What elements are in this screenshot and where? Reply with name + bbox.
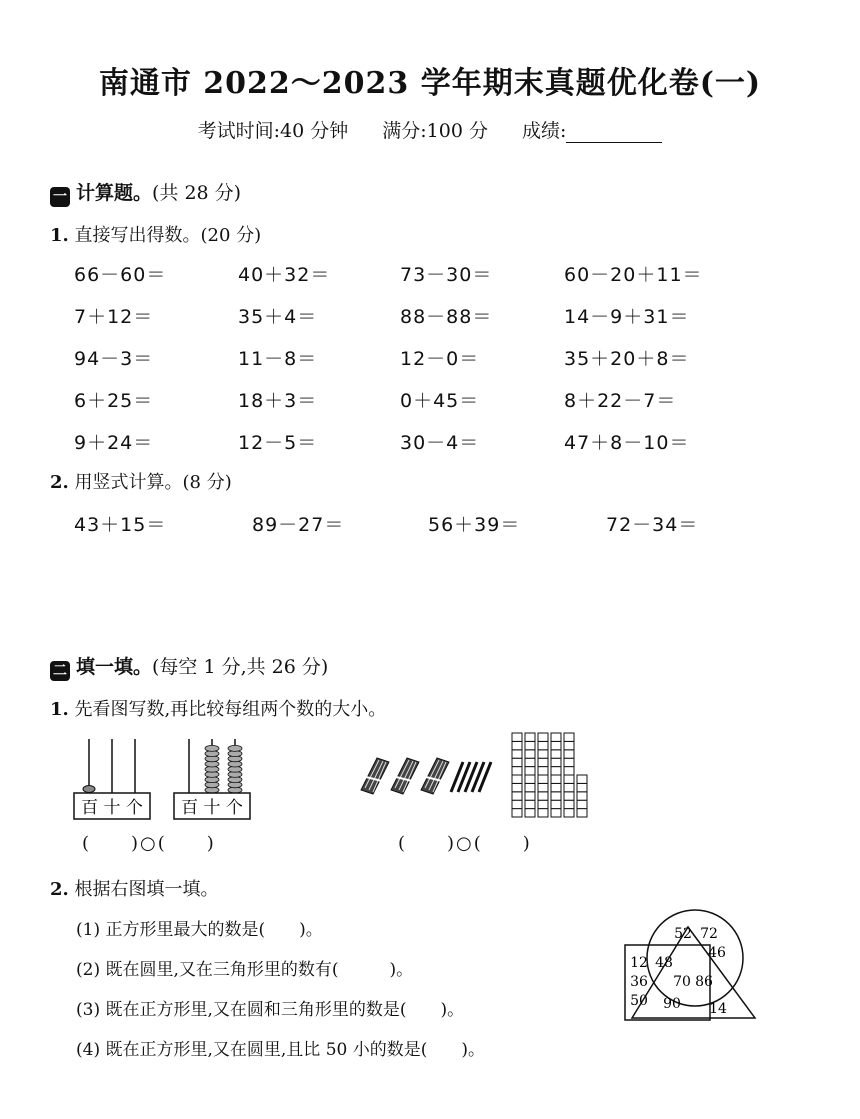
- section-2-title: 填一填。: [76, 656, 153, 678]
- cube: [525, 758, 535, 766]
- abacus-2: [172, 735, 262, 821]
- cube: [525, 809, 535, 817]
- venn-num: 50: [630, 993, 648, 1009]
- abacus-bead: [83, 786, 95, 793]
- s2-q1-text: 先看图写数,再比较每组两个数的大小。: [74, 699, 387, 720]
- cube: [564, 767, 574, 775]
- s2-q2-item-3: (3) 既在正方形里,又在圆和三角形里的数是( )。: [76, 1000, 465, 1020]
- cube: [538, 750, 548, 758]
- s2-q2-text: 根据右图填一填。: [74, 879, 219, 900]
- cube: [525, 733, 535, 741]
- cube: [512, 783, 522, 791]
- s1-q1-text: 直接写出得数。(20 分): [74, 225, 262, 246]
- cube: [512, 767, 522, 775]
- cube: [525, 741, 535, 749]
- cube: [525, 800, 535, 808]
- cube: [551, 800, 561, 808]
- cube: [564, 800, 574, 808]
- venn-num: 48: [655, 955, 673, 971]
- compare-blanks-2[interactable]: ( )○( ): [398, 833, 532, 854]
- cube: [551, 792, 561, 800]
- s2-question-2: [50, 875, 219, 901]
- s2-q2-item-2: (2) 既在圆里,又在三角形里的数有( )。: [76, 960, 414, 980]
- cube: [564, 809, 574, 817]
- cube: [512, 758, 522, 766]
- section-1-badge: 一: [50, 187, 70, 207]
- cube: [564, 775, 574, 783]
- equation: 35＋4＝: [238, 306, 318, 328]
- venn-num: 90: [663, 996, 681, 1012]
- cube: [538, 792, 548, 800]
- cube: [538, 767, 548, 775]
- stick-bundle: [421, 758, 449, 794]
- equation: 6＋25＝: [74, 390, 154, 412]
- equation: 14－9＋31＝: [564, 306, 690, 328]
- cube: [551, 758, 561, 766]
- cube: [512, 792, 522, 800]
- equation: 66－60＝: [74, 264, 167, 286]
- s2-question-1: [50, 695, 386, 721]
- cube: [512, 750, 522, 758]
- venn-num: 12: [630, 955, 648, 971]
- cube: [538, 800, 548, 808]
- equation: 0＋45＝: [400, 390, 480, 412]
- cube: [551, 750, 561, 758]
- cube: [577, 800, 587, 808]
- equation: 60－20＋11＝: [564, 264, 703, 286]
- equation: 35＋20＋8＝: [564, 348, 690, 370]
- abacus-2-label: 百 十 个: [181, 798, 243, 818]
- s1-q1-number: 1.: [50, 225, 69, 246]
- equation: 47＋8－10＝: [564, 432, 690, 454]
- s2-q2-number: 2.: [50, 879, 69, 900]
- s2-q1-number: 1.: [50, 699, 69, 720]
- score-blank[interactable]: [566, 124, 662, 143]
- abacus-1-label: 百 十 个: [81, 798, 143, 818]
- venn-num: 86: [695, 974, 713, 990]
- venn-num: 70: [673, 974, 691, 990]
- equation: 8＋22－7＝: [564, 390, 677, 412]
- equation: 9＋24＝: [74, 432, 154, 454]
- equation: 73－30＝: [400, 264, 493, 286]
- cube: [525, 783, 535, 791]
- abacus-bead: [228, 745, 242, 751]
- stick-bundle: [361, 758, 389, 794]
- cube: [538, 775, 548, 783]
- equation: 40＋32＝: [238, 264, 331, 286]
- s1-q2-text: 用竖式计算。(8 分): [74, 472, 232, 493]
- equation: 94－3＝: [74, 348, 154, 370]
- cube: [564, 733, 574, 741]
- cube: [525, 767, 535, 775]
- cube: [512, 733, 522, 741]
- cube: [577, 809, 587, 817]
- equation: 7＋12＝: [74, 306, 154, 328]
- cube: [577, 783, 587, 791]
- cube: [577, 775, 587, 783]
- equation: 12－0＝: [400, 348, 480, 370]
- cube: [564, 758, 574, 766]
- section-1-heading: [50, 178, 241, 207]
- cube: [525, 775, 535, 783]
- venn-diagram: [620, 905, 760, 1030]
- cube: [538, 809, 548, 817]
- s2-q2-item-1: (1) 正方形里最大的数是( )。: [76, 920, 323, 940]
- venn-num: 72: [700, 926, 718, 942]
- abacus-2-beads: [205, 745, 242, 793]
- full-score: 满分:100 分: [382, 120, 488, 142]
- vertical-calc-1: 43＋15＝: [74, 514, 167, 536]
- cube: [551, 809, 561, 817]
- exam-info: [0, 116, 860, 143]
- vertical-calc-3: 56＋39＝: [428, 514, 521, 536]
- cube: [564, 792, 574, 800]
- abacus-bead: [205, 745, 219, 751]
- vertical-calc-4: 72－34＝: [606, 514, 699, 536]
- equation: 12－5＝: [238, 432, 318, 454]
- cube: [512, 800, 522, 808]
- section-2-points: (每空 1 分,共 26 分): [152, 656, 329, 678]
- cube: [551, 767, 561, 775]
- s1-question-2: [50, 468, 232, 494]
- compare-blanks-1[interactable]: ( )○( ): [82, 833, 216, 854]
- cube: [551, 741, 561, 749]
- equation: 30－4＝: [400, 432, 480, 454]
- s2-q2-item-4: (4) 既在正方形里,又在圆里,且比 50 小的数是( )。: [76, 1040, 485, 1060]
- score-field: [522, 120, 662, 142]
- cube: [512, 809, 522, 817]
- cube: [551, 783, 561, 791]
- equation: 88－88＝: [400, 306, 493, 328]
- exam-time: 考试时间:40 分钟: [197, 120, 349, 142]
- cube: [525, 792, 535, 800]
- cube: [512, 775, 522, 783]
- cube: [551, 733, 561, 741]
- equation: 18＋3＝: [238, 390, 318, 412]
- single-sticks: [451, 762, 491, 792]
- page-title: 南通市 2022～2023 学年期末真题优化卷(一): [98, 66, 762, 101]
- venn-num: 36: [630, 974, 648, 990]
- cube-columns: [510, 731, 600, 821]
- cube: [512, 741, 522, 749]
- cube: [538, 783, 548, 791]
- cube: [577, 792, 587, 800]
- section-1-points: (共 28 分): [152, 182, 242, 204]
- cube: [564, 750, 574, 758]
- cube-grid: [512, 733, 587, 817]
- stick-bundles: [355, 750, 495, 800]
- stick-bundle: [391, 758, 419, 794]
- section-2-badge: 二: [50, 661, 70, 681]
- venn-num: 14: [709, 1001, 727, 1017]
- score-label: 成绩:: [522, 120, 567, 142]
- cube: [525, 750, 535, 758]
- section-1-title: 计算题。: [76, 182, 153, 204]
- s1-question-1: [50, 221, 261, 247]
- vertical-calc-2: 89－27＝: [252, 514, 345, 536]
- s1-q2-number: 2.: [50, 472, 69, 493]
- venn-num: 52: [674, 926, 692, 942]
- abacus-1: [72, 735, 162, 821]
- cube: [551, 775, 561, 783]
- cube: [564, 741, 574, 749]
- cube: [538, 733, 548, 741]
- equation: 11－8＝: [238, 348, 318, 370]
- cube: [538, 758, 548, 766]
- venn-num: 46: [708, 945, 726, 961]
- cube: [564, 783, 574, 791]
- cube: [538, 741, 548, 749]
- section-2-heading: [50, 652, 328, 681]
